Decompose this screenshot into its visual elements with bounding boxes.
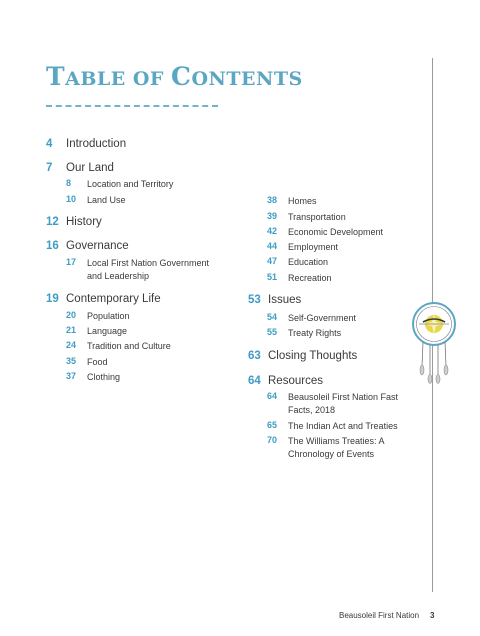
entry-label: Land Use	[87, 195, 126, 205]
page-number: 42	[267, 226, 278, 236]
page-number: 64	[248, 375, 261, 387]
page-number: 54	[267, 312, 278, 322]
entry-label: Governance	[66, 240, 129, 252]
title-dashed-rule	[46, 105, 218, 107]
page-number: 24	[66, 340, 77, 350]
entry-label: Employment	[288, 242, 339, 252]
page-title: TABLE OF CONTENTS	[46, 62, 303, 91]
page-number: 17	[66, 257, 77, 267]
entry-label: Education	[288, 257, 329, 267]
dreamcatcher-emblem-icon	[409, 300, 459, 384]
page-number: 64	[267, 391, 278, 401]
entry-label-continued: Chronology of Events	[288, 449, 375, 459]
entry-label: Treaty Rights	[288, 328, 342, 338]
footer-publication-name: Beausoleil First Nation	[339, 611, 420, 620]
entry-label: Location and Territory	[87, 179, 174, 189]
page-number: 20	[66, 310, 77, 320]
page-number: 10	[66, 194, 77, 204]
entry-label: Economic Development	[288, 227, 384, 237]
page-number: 55	[267, 327, 278, 337]
page-number: 37	[66, 371, 77, 381]
entry-label: Transportation	[288, 212, 346, 222]
entry-label: History	[66, 216, 102, 228]
entry-label: Homes	[288, 196, 317, 206]
entry-label-continued: and Leadership	[87, 271, 150, 281]
entry-label: The Indian Act and Treaties	[288, 421, 398, 431]
entry-label: Our Land	[66, 162, 114, 174]
entry-label: Self-Government	[288, 313, 357, 323]
entry-label: Food	[87, 357, 108, 367]
page-number: 8	[66, 178, 72, 188]
entry-label: Local First Nation Government	[87, 258, 210, 268]
entry-label: Beausoleil First Nation Fast	[288, 392, 399, 402]
footer-page-number: 3	[430, 611, 435, 620]
entry-label: Population	[87, 311, 130, 321]
entry-label: Language	[87, 326, 128, 336]
entry-label: Contemporary Life	[66, 293, 161, 305]
entry-label: Tradition and Culture	[87, 341, 171, 351]
entry-label: Recreation	[288, 273, 332, 283]
entry-label: Issues	[268, 294, 302, 306]
page-number: 38	[267, 195, 278, 205]
entry-label-continued: Facts, 2018	[288, 405, 336, 415]
page-number: 16	[46, 240, 59, 252]
entry-label: Closing Thoughts	[268, 350, 358, 362]
page-number: 39	[267, 211, 278, 221]
page-number: 21	[66, 325, 77, 335]
page-number: 53	[248, 294, 261, 306]
page-number: 51	[267, 272, 278, 282]
page-number: 65	[267, 420, 278, 430]
page-number: 4	[46, 138, 53, 150]
entry-label: Resources	[268, 375, 323, 387]
page-number: 47	[267, 256, 278, 266]
page-number: 44	[267, 241, 278, 251]
entry-label: Clothing	[87, 372, 121, 382]
page-number: 35	[66, 356, 77, 366]
entry-label: Introduction	[66, 138, 127, 150]
page-number: 19	[46, 293, 59, 305]
page-number: 12	[46, 216, 59, 228]
entry-label: The Williams Treaties: A	[288, 436, 385, 446]
page-number: 7	[46, 162, 53, 174]
page-number: 70	[267, 435, 278, 445]
page-number: 63	[248, 350, 261, 362]
